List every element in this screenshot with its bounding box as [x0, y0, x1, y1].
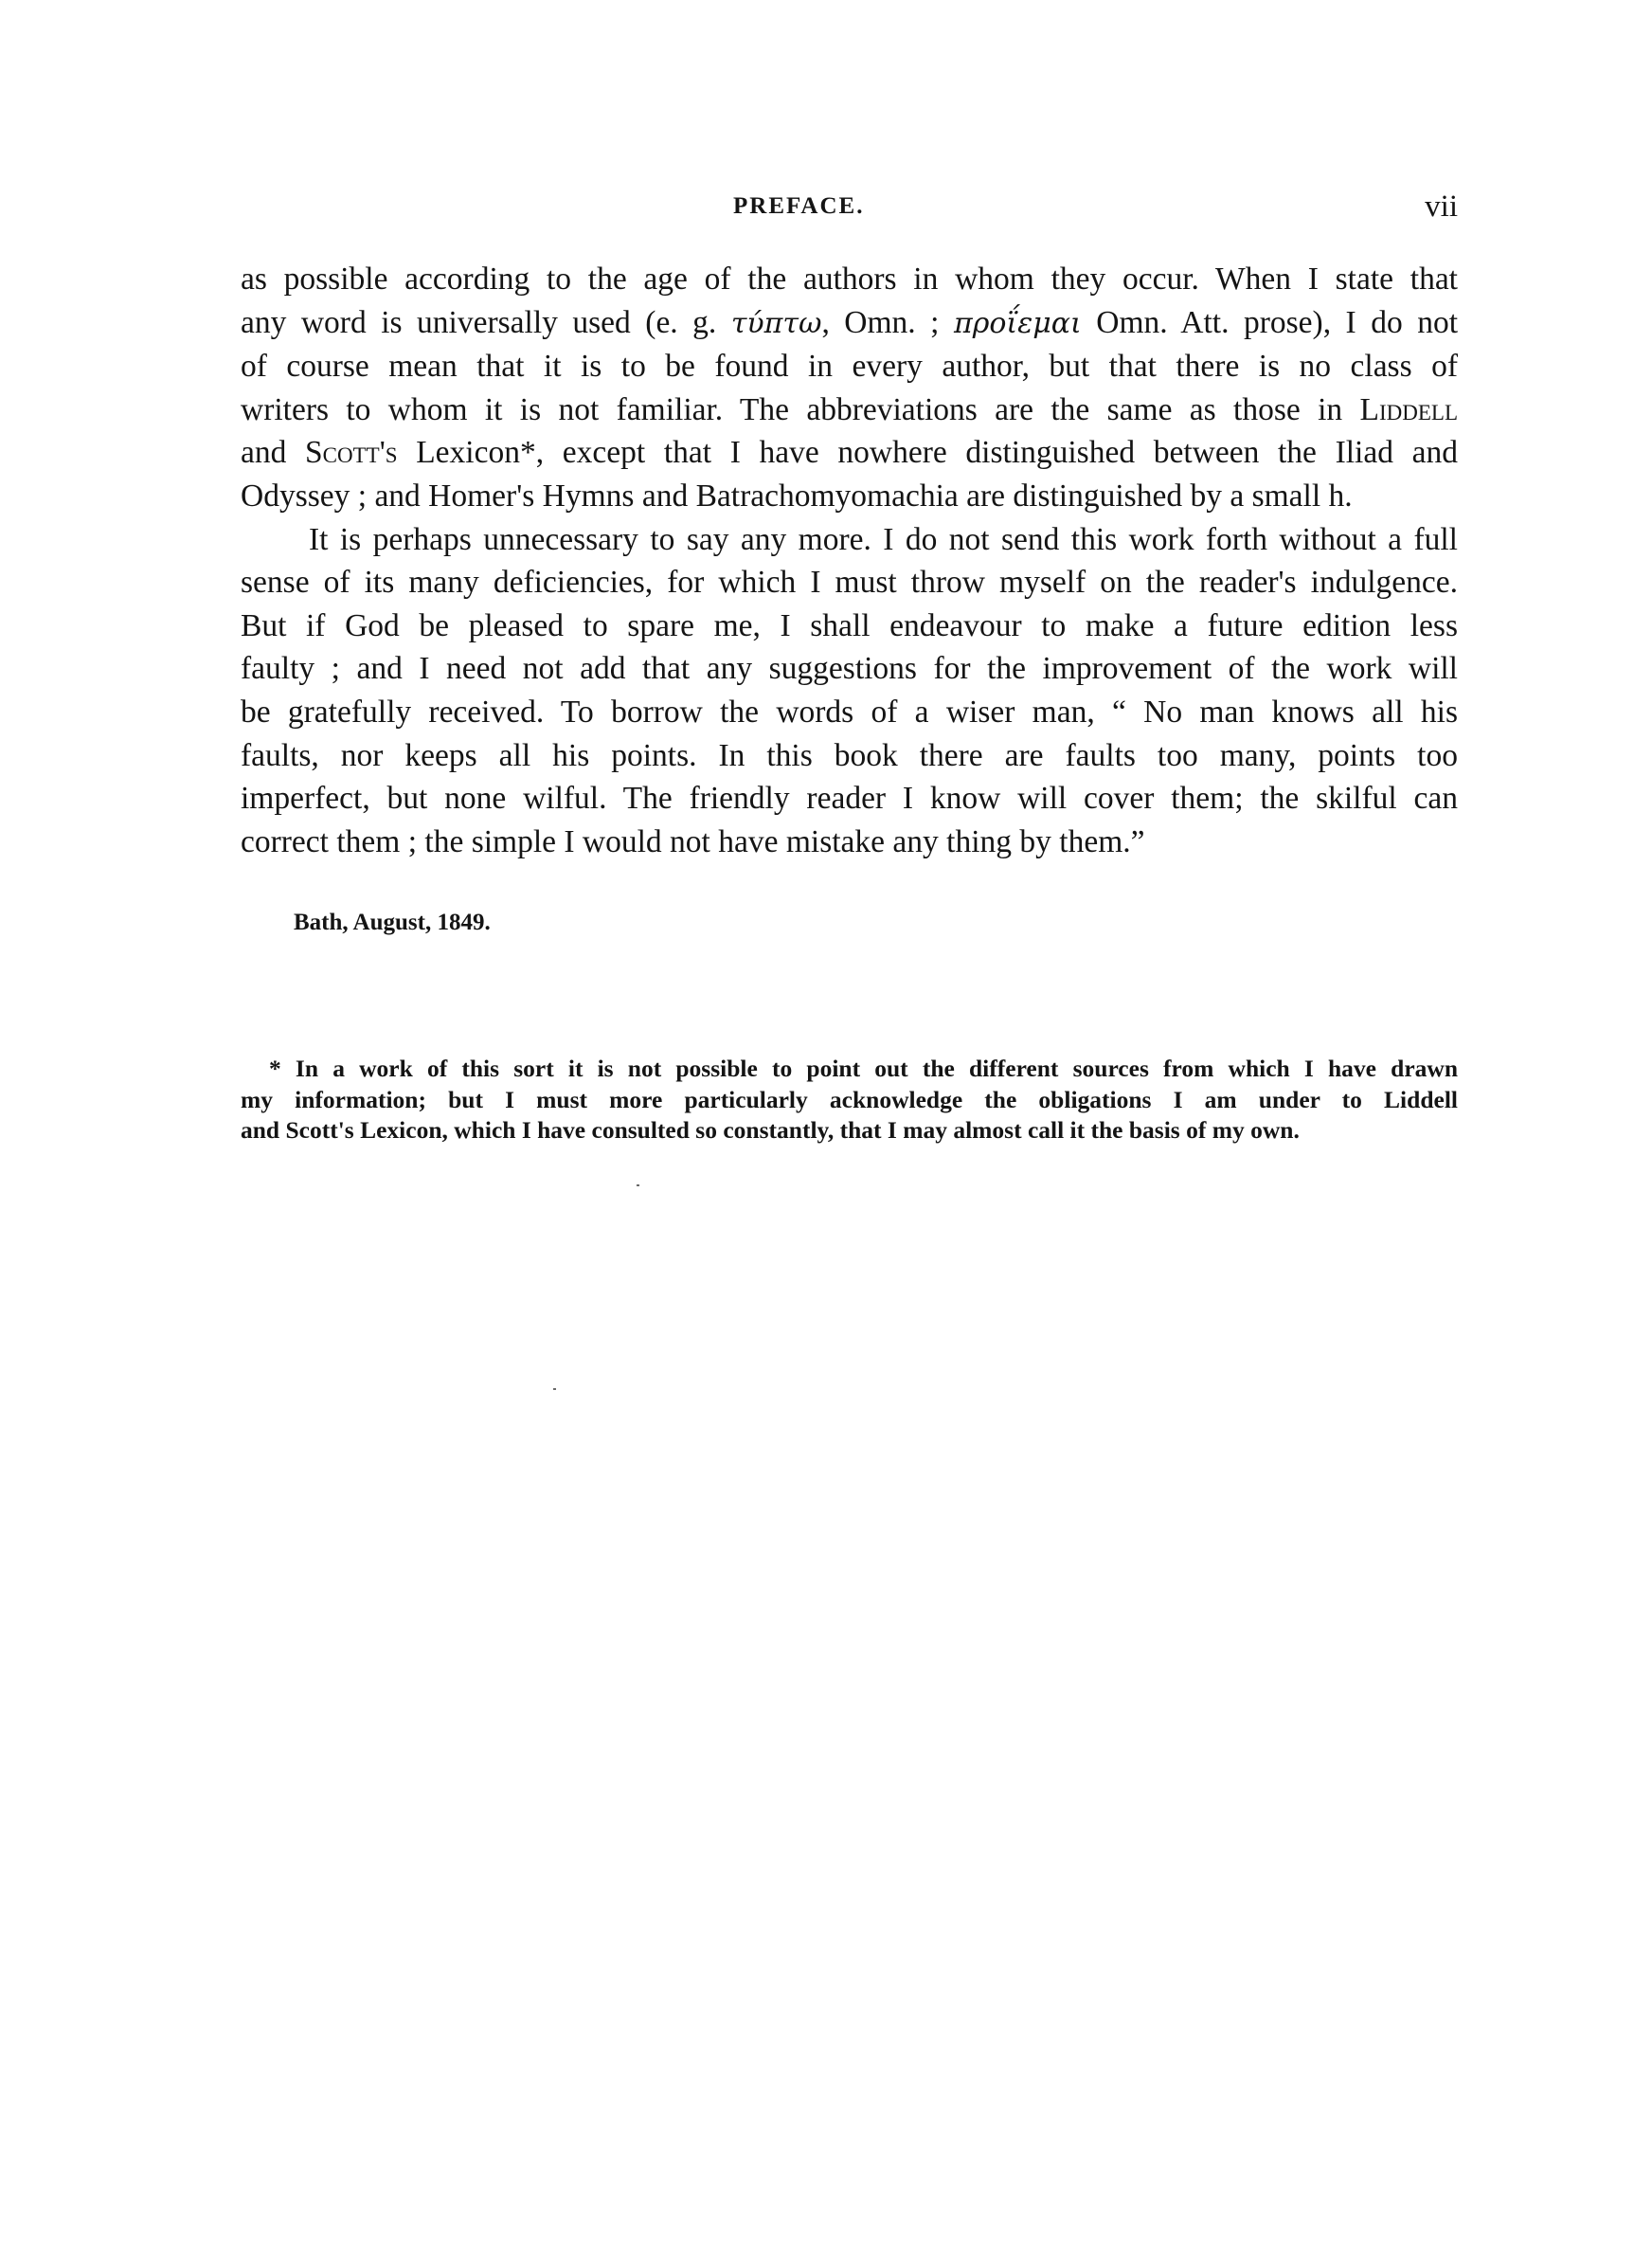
text-segment: , Omn. ; [821, 304, 940, 340]
running-title: PREFACE. [733, 193, 865, 219]
page-number: vii [1425, 190, 1458, 224]
text-line: correct them ; the simple I would not have mistake any thing by them.” [241, 823, 1145, 859]
text-segment: any word is universally used (e. g. [241, 304, 717, 340]
greek-word: τύπτω [730, 306, 822, 340]
text-segment: Lexicon*, except that I have nowhere distinguished between the Iliad and [416, 435, 1458, 471]
text-line: imperfect, but none wilful. The friendly reader I know will cover them; the skilful can [241, 781, 1458, 817]
running-head [241, 190, 1458, 231]
text-line: faults, nor keeps all his points. In this book there are faults too many, points too [241, 737, 1458, 773]
text-segment: and [241, 435, 287, 471]
footnote-line: and Scott's Lexicon, which I have consulted so constantly, that I may almost call it the basis of my own. [241, 1116, 1300, 1144]
text-line: Odyssey ; and Homer's Hymns and Batrachomyomachia are distinguished by a small h. [241, 478, 1353, 514]
text-line: But if God be pleased to spare me, I shall endeavour to make a future edition less [241, 607, 1458, 643]
dateline: Bath, August, 1849. [294, 910, 491, 935]
text-line: sense of its many deficiencies, for which I must throw myself on the reader's indulgence. [241, 565, 1458, 601]
text-line: of course mean that it is to be found in every author, but that there is no class of [241, 349, 1458, 385]
text-line: It is perhaps unnecessary to say any more. I do not send this work forth without a full [309, 521, 1458, 557]
text-segment: writers to whom it is not familiar. The abbreviations are the same as those in [241, 391, 1343, 427]
footnote-line: my information; but I must more particularly acknowledge the obligations I am under to Liddell [241, 1085, 1458, 1113]
scan-speck [637, 1184, 639, 1186]
text-segment: Omn. Att. prose), I do not [1096, 304, 1459, 340]
author-name: Liddell [1359, 391, 1458, 427]
paragraph-2 [241, 518, 1458, 864]
author-name: Scott's [305, 435, 398, 471]
footnote [241, 1054, 1458, 1147]
preface-body [241, 258, 1458, 863]
text-line [241, 388, 1458, 432]
scan-speck [553, 1388, 556, 1390]
text-line [241, 301, 1458, 346]
paragraph-1 [241, 258, 1458, 518]
text-line: as possible according to the age of the authors in whom they occur. When I state that [241, 262, 1458, 297]
text-line: faulty ; and I need not add that any suggestions for the improvement of the work will [241, 651, 1458, 687]
greek-word: προΐεμαι [953, 306, 1082, 340]
footnote-line: * In a work of this sort it is not possible to point out the different sources from which I have drawn [269, 1055, 1458, 1082]
text-line [241, 431, 1458, 475]
text-line: be gratefully received. To borrow the words of a wiser man, “ No man knows all his [241, 694, 1458, 730]
